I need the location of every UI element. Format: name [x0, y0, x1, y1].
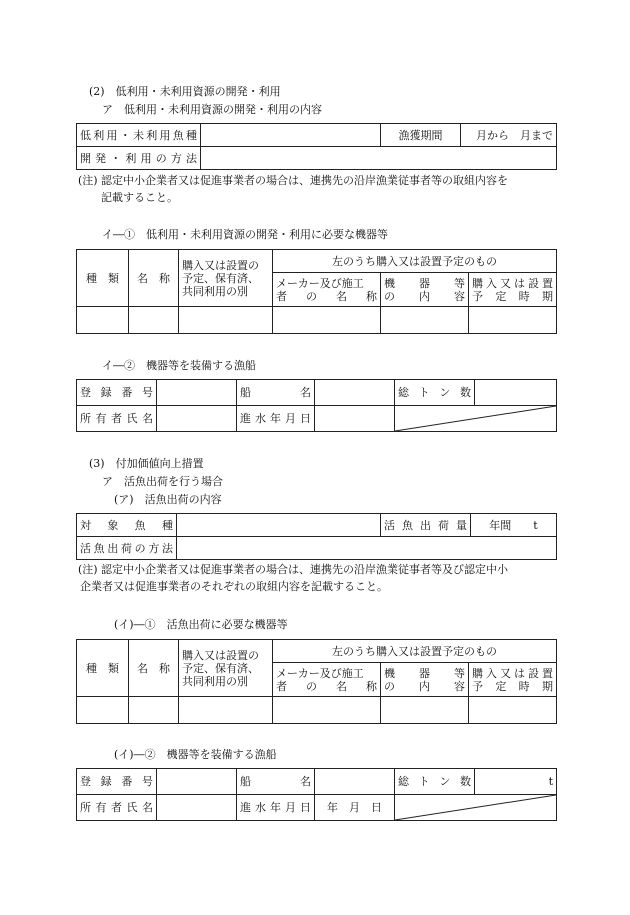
- field-volume[interactable]: 年間 t: [471, 514, 557, 537]
- col-status: [179, 250, 273, 307]
- field-timing[interactable]: [469, 697, 557, 724]
- note2-line-1: 認定中小企業者又は促進事業者の場合は、連携先の沿岸漁業従事者等及び認定中小: [101, 563, 508, 576]
- field-owner[interactable]: [157, 795, 237, 821]
- field-period[interactable]: 月から 月まで: [461, 124, 557, 147]
- field-target-species[interactable]: [177, 514, 381, 537]
- col-maker: [273, 663, 381, 697]
- label-owner: 所有者氏名: [77, 406, 157, 432]
- field-type[interactable]: [77, 307, 129, 334]
- field-shipping-method[interactable]: [177, 537, 557, 560]
- section-2-sub-i2: イ―② 機器等を装備する漁船: [102, 359, 256, 372]
- col-status-line2: 予定、保有済、: [182, 271, 259, 285]
- col-content-line1: 機器等: [384, 276, 465, 290]
- note-label: (注): [78, 174, 98, 187]
- equipment-table-2: [76, 639, 557, 724]
- field-reg-no[interactable]: [157, 769, 237, 795]
- col-type: 種 類: [77, 250, 129, 307]
- label-ship-name: 船名: [237, 380, 315, 406]
- field-ship-name[interactable]: [315, 380, 395, 406]
- field-maker[interactable]: [273, 697, 381, 724]
- col-timing-line1: 購入又は設置: [472, 276, 554, 290]
- col-name: 名 称: [129, 640, 179, 697]
- field-content[interactable]: [381, 697, 469, 724]
- label-tonnage: 総トン数: [395, 380, 475, 406]
- field-species[interactable]: [201, 124, 381, 147]
- col-status-line1: 購入又は設置の: [182, 648, 259, 662]
- label-shipping-method: 活魚出荷の方法: [77, 537, 177, 560]
- section-3-heading: (3) 付加価値向上措置: [89, 457, 204, 470]
- col-status-line3: 共同利用の別: [182, 284, 248, 298]
- col-name: 名 称: [129, 250, 179, 307]
- label-period: 漁獲期間: [381, 124, 461, 147]
- field-reg-no[interactable]: [157, 380, 237, 406]
- col-content: [381, 273, 469, 307]
- col-timing-line2: 予定時期: [472, 679, 554, 693]
- field-timing[interactable]: [469, 307, 557, 334]
- label-reg-no: 登録番号: [77, 769, 157, 795]
- field-method[interactable]: [201, 147, 557, 170]
- col-timing-line2: 予定時期: [472, 289, 554, 303]
- field-name[interactable]: [129, 307, 179, 334]
- label-owner: 所有者氏名: [77, 795, 157, 821]
- section-3-sub-i1: (イ)―① 活魚出荷に必要な機器等: [114, 618, 288, 631]
- field-maker[interactable]: [273, 307, 381, 334]
- col-status-line3: 共同利用の別: [182, 674, 248, 688]
- field-launch[interactable]: [315, 406, 395, 432]
- col-content-line2: の内容: [384, 679, 465, 693]
- col-status-line2: 予定、保有済、: [182, 661, 259, 675]
- label-target-species: 対象魚種: [77, 514, 177, 537]
- col-maker-line2: 者の名称: [276, 289, 377, 303]
- field-type[interactable]: [77, 697, 129, 724]
- section-3-sub-i2: (イ)―② 機器等を装備する漁船: [114, 748, 277, 761]
- label-species: 低利用・未利用魚種: [77, 124, 201, 147]
- label-volume: 活魚出荷量: [381, 514, 471, 537]
- col-type: 種 類: [77, 640, 129, 697]
- field-tonnage[interactable]: [475, 380, 557, 406]
- field-status[interactable]: [179, 307, 273, 334]
- col-timing: [469, 663, 557, 697]
- resource-content-table: [76, 123, 557, 170]
- col-timing: [469, 273, 557, 307]
- section-2-sub-a: ア 低利用・未利用資源の開発・利用の内容: [102, 103, 322, 116]
- col-maker-line1: メーカー及び施工: [276, 276, 364, 290]
- label-tonnage: 総トン数: [395, 769, 475, 795]
- field-launch[interactable]: 年 月 日: [315, 795, 395, 821]
- col-content: [381, 663, 469, 697]
- col-status-line1: 購入又は設置の: [182, 258, 259, 272]
- field-content[interactable]: [381, 307, 469, 334]
- label-method: 開発・利用の方法: [77, 147, 201, 170]
- label-launch: 進水年月日: [237, 795, 315, 821]
- label-launch: 進水年月日: [237, 406, 315, 432]
- col-maker-line2: 者の名称: [276, 679, 377, 693]
- field-status[interactable]: [179, 697, 273, 724]
- section-3-sub-a1: (ア) 活魚出荷の内容: [114, 493, 222, 506]
- note-line-1: 認定中小企業者又は促進事業者の場合は、連携先の沿岸漁業従事者等の取組内容を: [101, 174, 508, 187]
- label-reg-no: 登録番号: [77, 380, 157, 406]
- vessel-table-2: [76, 768, 557, 821]
- field-ship-name[interactable]: [315, 769, 395, 795]
- section-2-heading: (2) 低利用・未利用資源の開発・利用: [89, 85, 281, 98]
- section-2-sub-i1: イ―① 低利用・未利用資源の開発・利用に必要な機器等: [102, 228, 388, 241]
- col-content-line1: 機器等: [384, 666, 465, 680]
- live-fish-table: [76, 513, 557, 560]
- label-ship-name: 船名: [237, 769, 315, 795]
- field-name[interactable]: [129, 697, 179, 724]
- vessel-table-1: [76, 379, 557, 432]
- field-owner[interactable]: [157, 406, 237, 432]
- col-status: [179, 640, 273, 697]
- col-timing-line1: 購入又は設置: [472, 666, 554, 680]
- diagonal-line: [395, 406, 556, 431]
- diagonal-blank-cell: [395, 406, 557, 432]
- section-3-sub-a: ア 活魚出荷を行う場合: [102, 475, 223, 488]
- note2-line-2: 企業者又は促進事業者のそれぞれの取組内容を記載すること。: [80, 580, 388, 593]
- col-maker: [273, 273, 381, 307]
- diagonal-line: [395, 795, 556, 820]
- diagonal-blank-cell: [395, 795, 557, 821]
- col-content-line2: の内容: [384, 289, 465, 303]
- col-maker-line1: メーカー及び施工: [276, 666, 364, 680]
- equipment-table-1: [76, 249, 557, 334]
- note-line-2: 記載すること。: [101, 191, 178, 204]
- col-of-which: 左のうち購入又は設置予定のもの: [273, 250, 557, 273]
- field-tonnage[interactable]: t: [475, 769, 557, 795]
- col-of-which: 左のうち購入又は設置予定のもの: [273, 640, 557, 663]
- note-label-2: (注): [78, 563, 98, 576]
